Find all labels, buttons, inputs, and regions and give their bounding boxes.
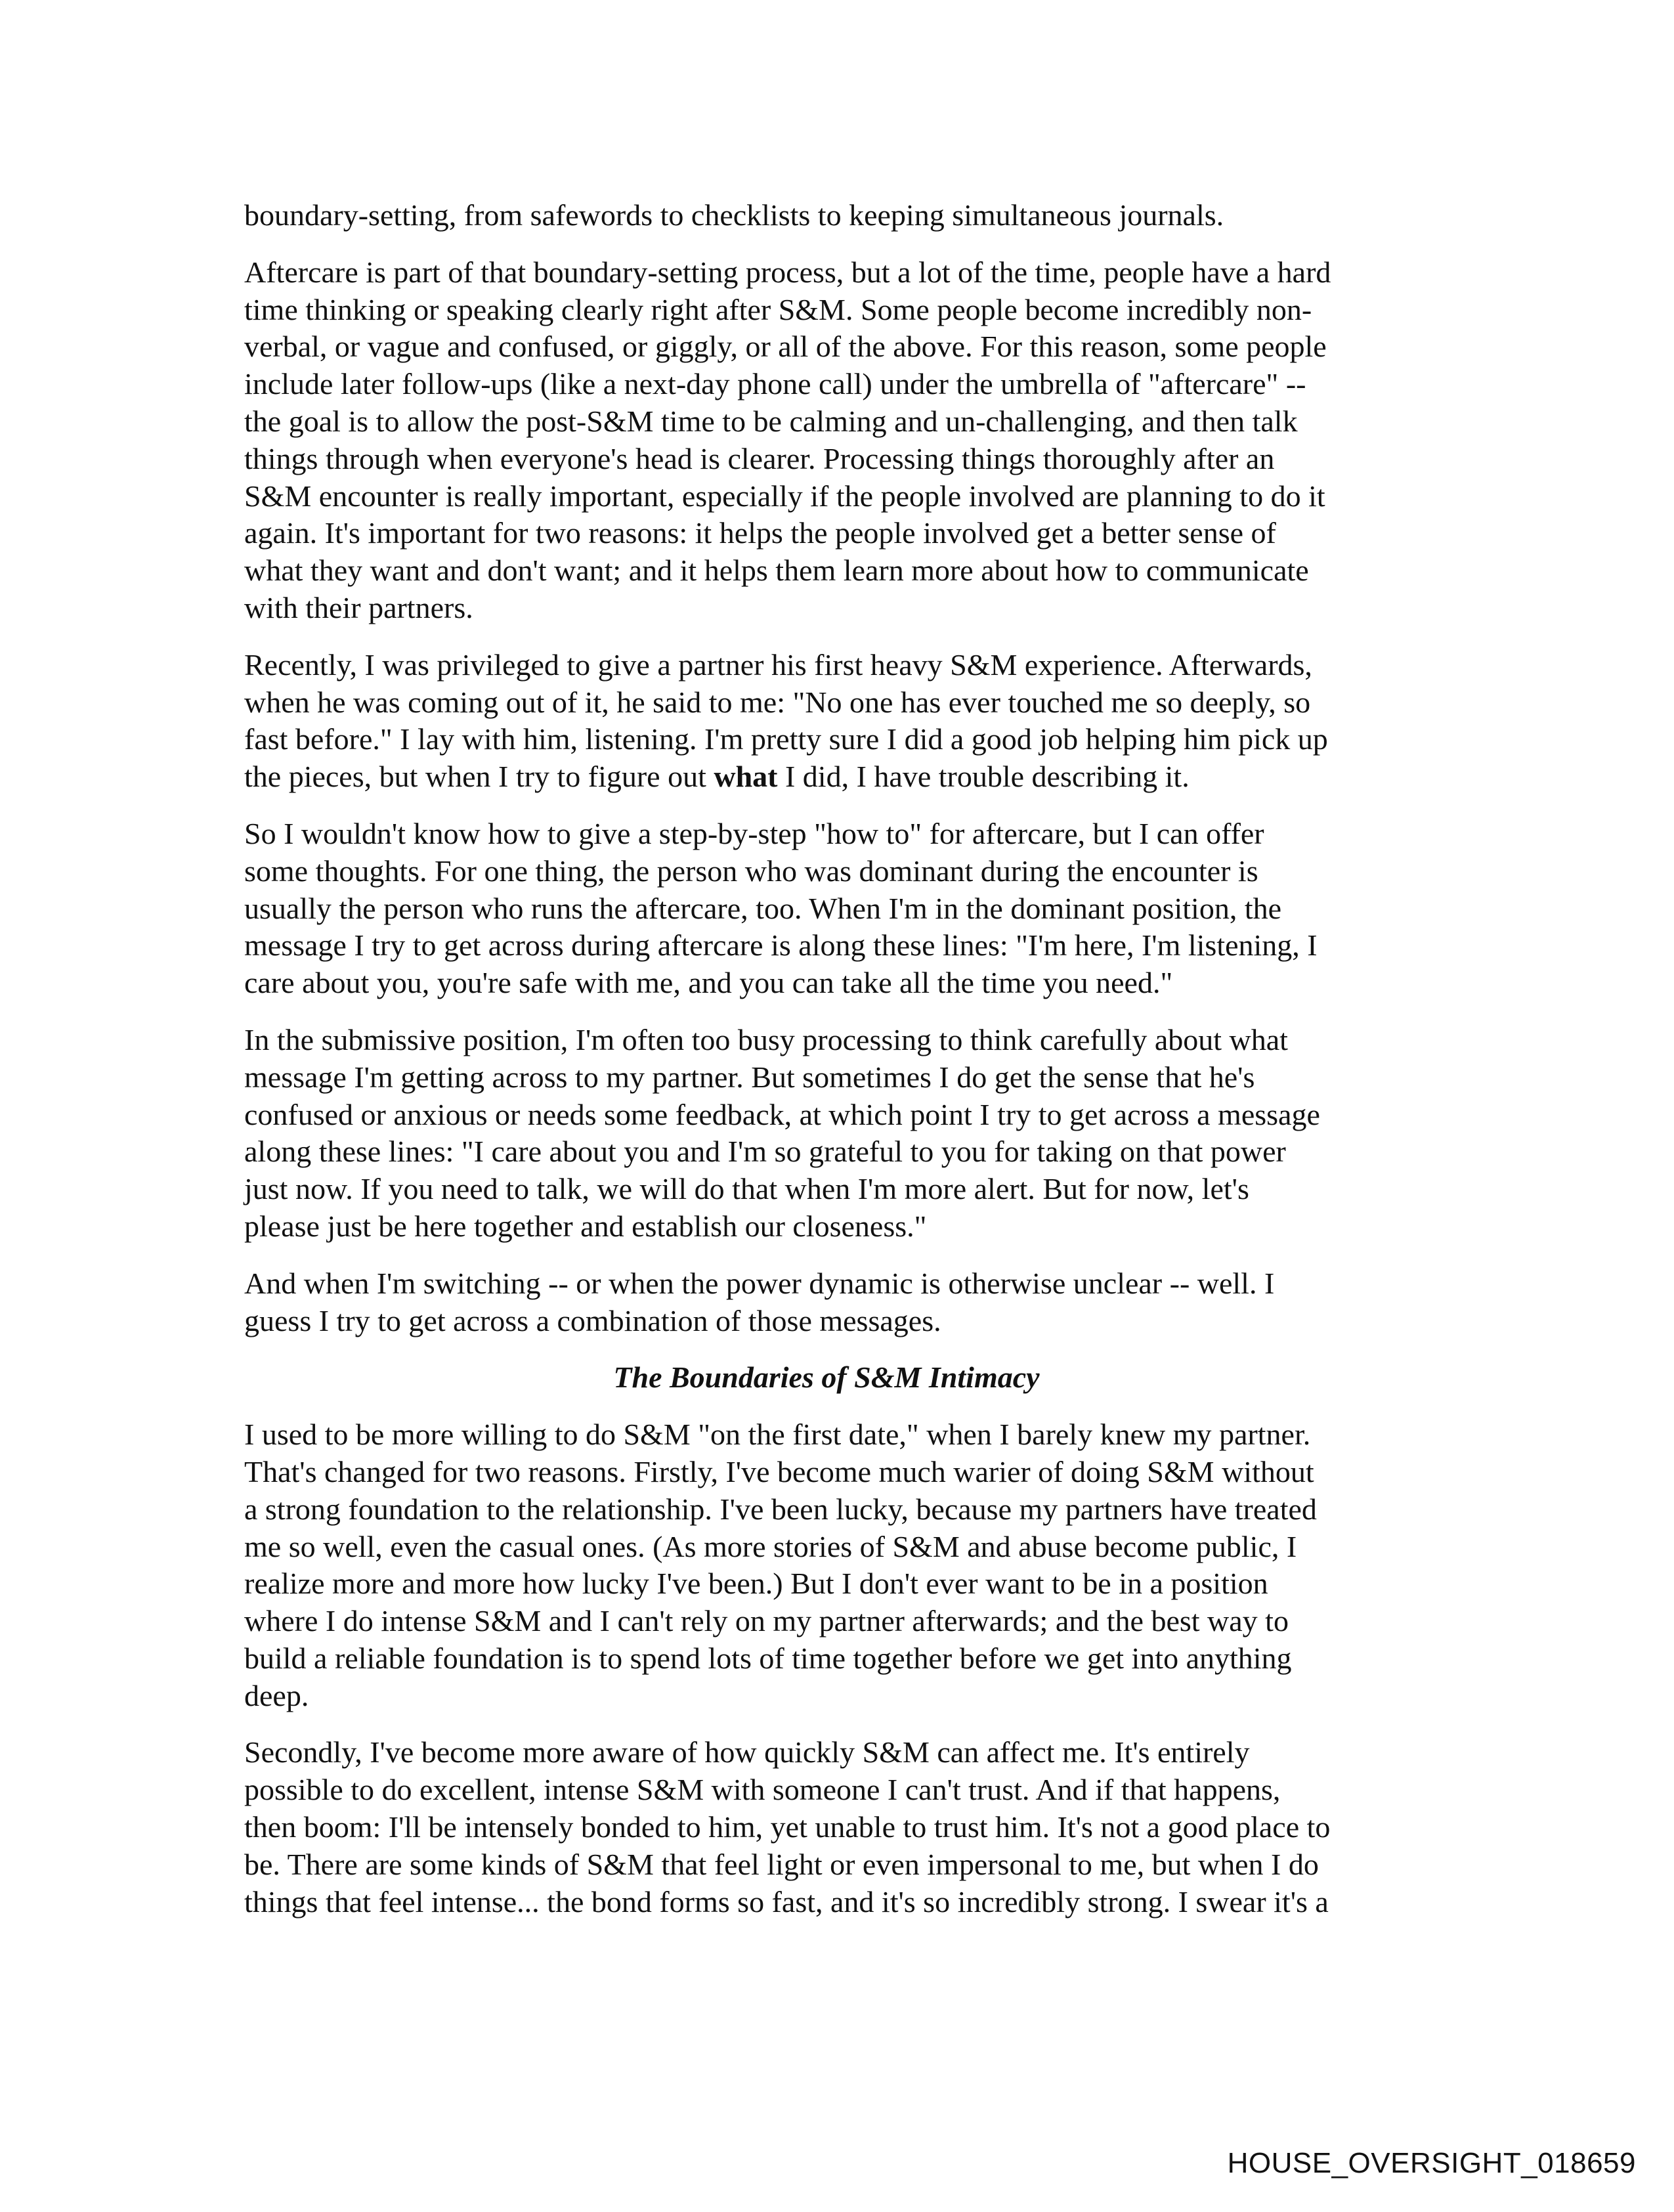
text-line: include later follow-ups (like a next-day phone call) under the umbrella of "aftercare" -- [244,367,1306,401]
text-line: Recently, I was privileged to give a partner his first heavy S&M experience. Afterwards, [244,647,1312,682]
text-line: with their partners. [244,590,473,624]
paragraph [244,1265,1426,1340]
text-line: And when I'm switching -- or when the power dynamic is otherwise unclear -- well. I [244,1266,1275,1300]
text-line: boundary-setting, from safewords to checklists to keeping simultaneous journals. [244,198,1224,232]
text-line: verbal, or vague and confused, or giggly, or all of the above. For this reason, some people [244,330,1327,364]
section-heading: The Boundaries of S&M Intimacy [613,1360,1040,1395]
text-line: realize more and more how lucky I've been.) But I don't ever want to be in a position [244,1567,1268,1601]
text-line: be. There are some kinds of S&M that feel light or even impersonal to me, but when I do [244,1847,1319,1881]
text-line: message I'm getting across to my partner. But sometimes I do get the sense that he's [244,1060,1255,1094]
text-line: deep. [244,1678,309,1712]
text-segment: I did, I have trouble describing it. [777,760,1190,794]
paragraph [244,1734,1426,1920]
text-line: possible to do excellent, intense S&M with someone I can't trust. And if that happens, [244,1773,1281,1807]
text-line: just now. If you need to talk, we will do that when I'm more alert. But for now, let's [244,1172,1249,1206]
text-line: again. It's important for two reasons: it helps the people involved get a better sense of [244,516,1276,550]
text-line: a strong foundation to the relationship. I've been lucky, because my partners have treated [244,1492,1317,1526]
text-line: along these lines: "I care about you and I'm so grateful to you for taking on that power [244,1135,1286,1169]
text-line: when he was coming out of it, he said to me: "No one has ever touched me so deeply, so [244,685,1311,719]
bates-stamp: HOUSE_OVERSIGHT_018659 [1227,2147,1636,2179]
text-line [244,758,1426,796]
text-line: guess I try to get across a combination of those messages. [244,1303,941,1337]
bold-emphasis: what [714,760,778,794]
text-line: where I do intense S&M and I can't rely on my partner afterwards; and the best way to [244,1604,1289,1638]
text-line: what they want and don't want; and it helps them learn more about how to communicate [244,553,1309,588]
text-line: confused or anxious or needs some feedback, at which point I try to get across a message [244,1097,1320,1131]
paragraph [244,1022,1426,1246]
paragraph [244,254,1426,627]
paragraph [244,815,1426,1002]
text-line: Secondly, I've become more aware of how quickly S&M can affect me. It's entirely [244,1735,1250,1769]
text-line: S&M encounter is really important, especially if the people involved are planning to do it [244,479,1325,513]
document-page [244,197,1426,1940]
text-line: me so well, even the casual ones. (As more stories of S&M and abuse become public, I [244,1529,1297,1563]
paragraph [244,1416,1426,1714]
paragraph [244,197,1426,234]
text-line: build a reliable foundation is to spend lots of time together before we get into anything [244,1641,1292,1675]
text-line: That's changed for two reasons. Firstly, I've become much warier of doing S&M without [244,1454,1314,1488]
text-line: then boom: I'll be intensely bonded to him, yet unable to trust him. It's not a good place to [244,1810,1331,1844]
paragraph [244,647,1426,796]
text-line: some thoughts. For one thing, the person who was dominant during the encounter is [244,854,1258,888]
text-line: So I wouldn't know how to give a step-by-step "how to" for aftercare, but I can offer [244,816,1264,850]
text-line: Aftercare is part of that boundary-setting process, but a lot of the time, people have a hard [244,255,1331,289]
text-line: care about you, you're safe with me, and you can take all the time you need." [244,966,1173,1000]
text-line: In the submissive position, I'm often too busy processing to think carefully about what [244,1022,1288,1056]
text-segment: the pieces, but when I try to figure out [244,760,714,794]
text-line: time thinking or speaking clearly right after S&M. Some people become incredibly non- [244,292,1312,326]
text-line: things that feel intense... the bond forms so fast, and it's so incredibly strong. I swear it's a [244,1884,1329,1919]
text-line: the goal is to allow the post-S&M time to be calming and un-challenging, and then talk [244,404,1298,438]
text-line: message I try to get across during aftercare is along these lines: "I'm here, I'm listening, I [244,928,1318,963]
text-line: fast before." I lay with him, listening. I'm pretty sure I did a good job helping him pick up [244,722,1328,756]
text-line: things through when everyone's head is clearer. Processing things thoroughly after an [244,441,1275,475]
text-line: usually the person who runs the aftercare, too. When I'm in the dominant position, the [244,891,1282,925]
text-line: I used to be more willing to do S&M "on the first date," when I barely knew my partner. [244,1418,1311,1452]
text-line: please just be here together and establish our closeness." [244,1209,927,1243]
